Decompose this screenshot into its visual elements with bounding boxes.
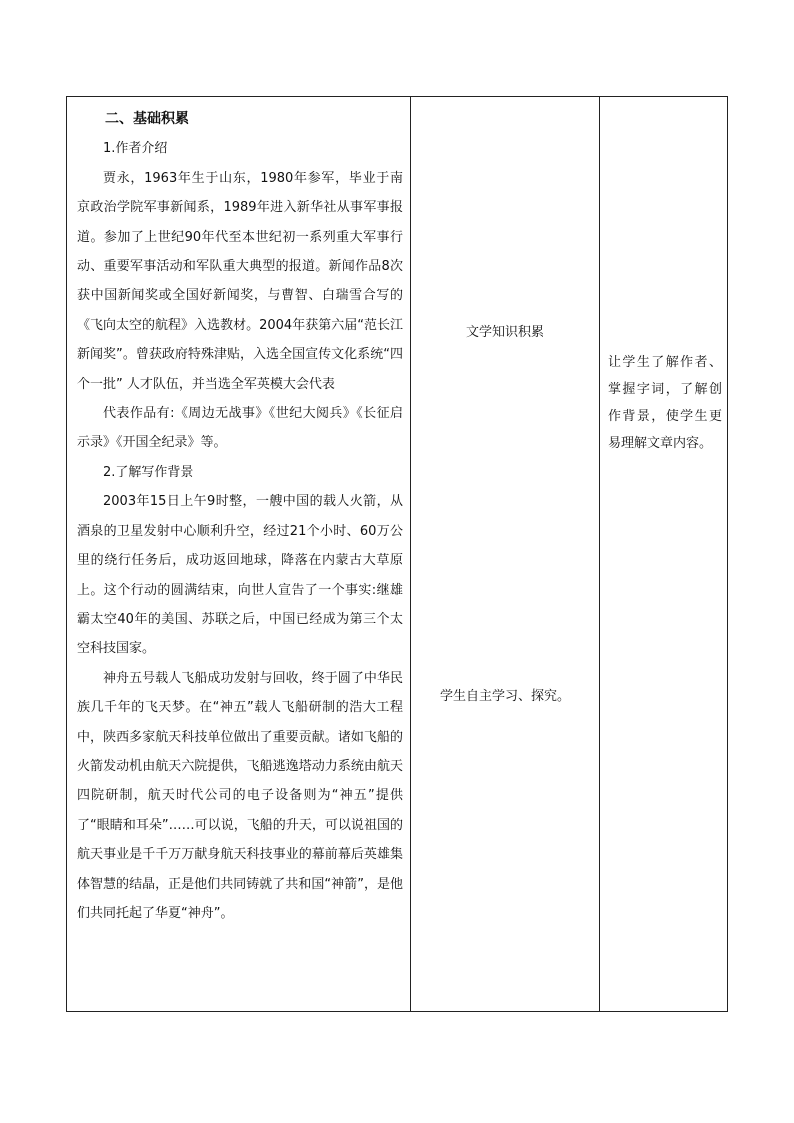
representative-works-paragraph: 代表作品有:《周边无战事》《世纪大阅兵》《长征启示录》《开国全纪录》等。	[77, 406, 403, 451]
author-intro-paragraph: 贾永，1963年生于山东，1980年参军，毕业于南京政治学院军事新闻系，1989年进入新华社从事军事报道。参加了上世纪90年代至本世纪初一系列重大军事行动、重要军事活动和军队重大典型的报道。新闻作品8次获中国新闻奖或全国好新闻奖，与曹智、白瑞雪合写的《飞向太空的航程》入选教材。2004年获第六届“范长江新闻奖”。曾获政府特殊津贴，入选全国宣传文化系统“四个一批” 人才队伍，并当选全军英模大会代表	[77, 170, 403, 392]
background-paragraph-1: 2003年15日上午9时整，一艘中国的载人火箭，从酒泉的卫星发射中心顺利升空，经过21个小时、60万公里的绕行任务后，成功返回地球，降落在内蒙古大草原上。这个行动的圆满结束，向世人宣告了一个事实:继雄霸太空40年的美国、苏联之后，中国已经成为第三个太空科技国家。	[77, 494, 403, 657]
subsection-title-author: 1.作者介绍	[103, 141, 168, 157]
column-divider	[599, 97, 600, 1011]
section-heading: 二、基础积累	[105, 111, 189, 127]
activity-self-study: 学生自主学习、探究。	[439, 689, 570, 704]
background-paragraph-2: 神舟五号载人飞船成功发射与回收，终于圆了中华民族几千年的飞天梦。在“神五”载人飞船研制的浩大工程中，陕西多家航天科技单位做出了重要贡献。诸如飞船的火箭发动机由航天六院提供，飞船逃逸塔动力系统由航天四院研制，航天时代公司的电子设备则为“神五”提供了“眼睛和耳朵”……可以说，飞船的升天，可以说祖国的航天事业是千千万万献身航天科技事业的幕前幕后英雄集体智慧的结晶，正是他们共同铸就了共和国“神箭”，是他们共同托起了华夏“神舟”。	[77, 670, 403, 921]
content-column	[77, 105, 403, 928]
lesson-table	[66, 96, 728, 1012]
design-intent-text: 让学生了解作者、掌握字词，了解创作背景，使学生更易理解文章内容。	[608, 355, 722, 451]
subsection-title-background: 2.了解写作背景	[103, 464, 194, 480]
column-divider	[410, 97, 411, 1011]
activity-literary-knowledge: 文学知识积累	[465, 325, 544, 340]
